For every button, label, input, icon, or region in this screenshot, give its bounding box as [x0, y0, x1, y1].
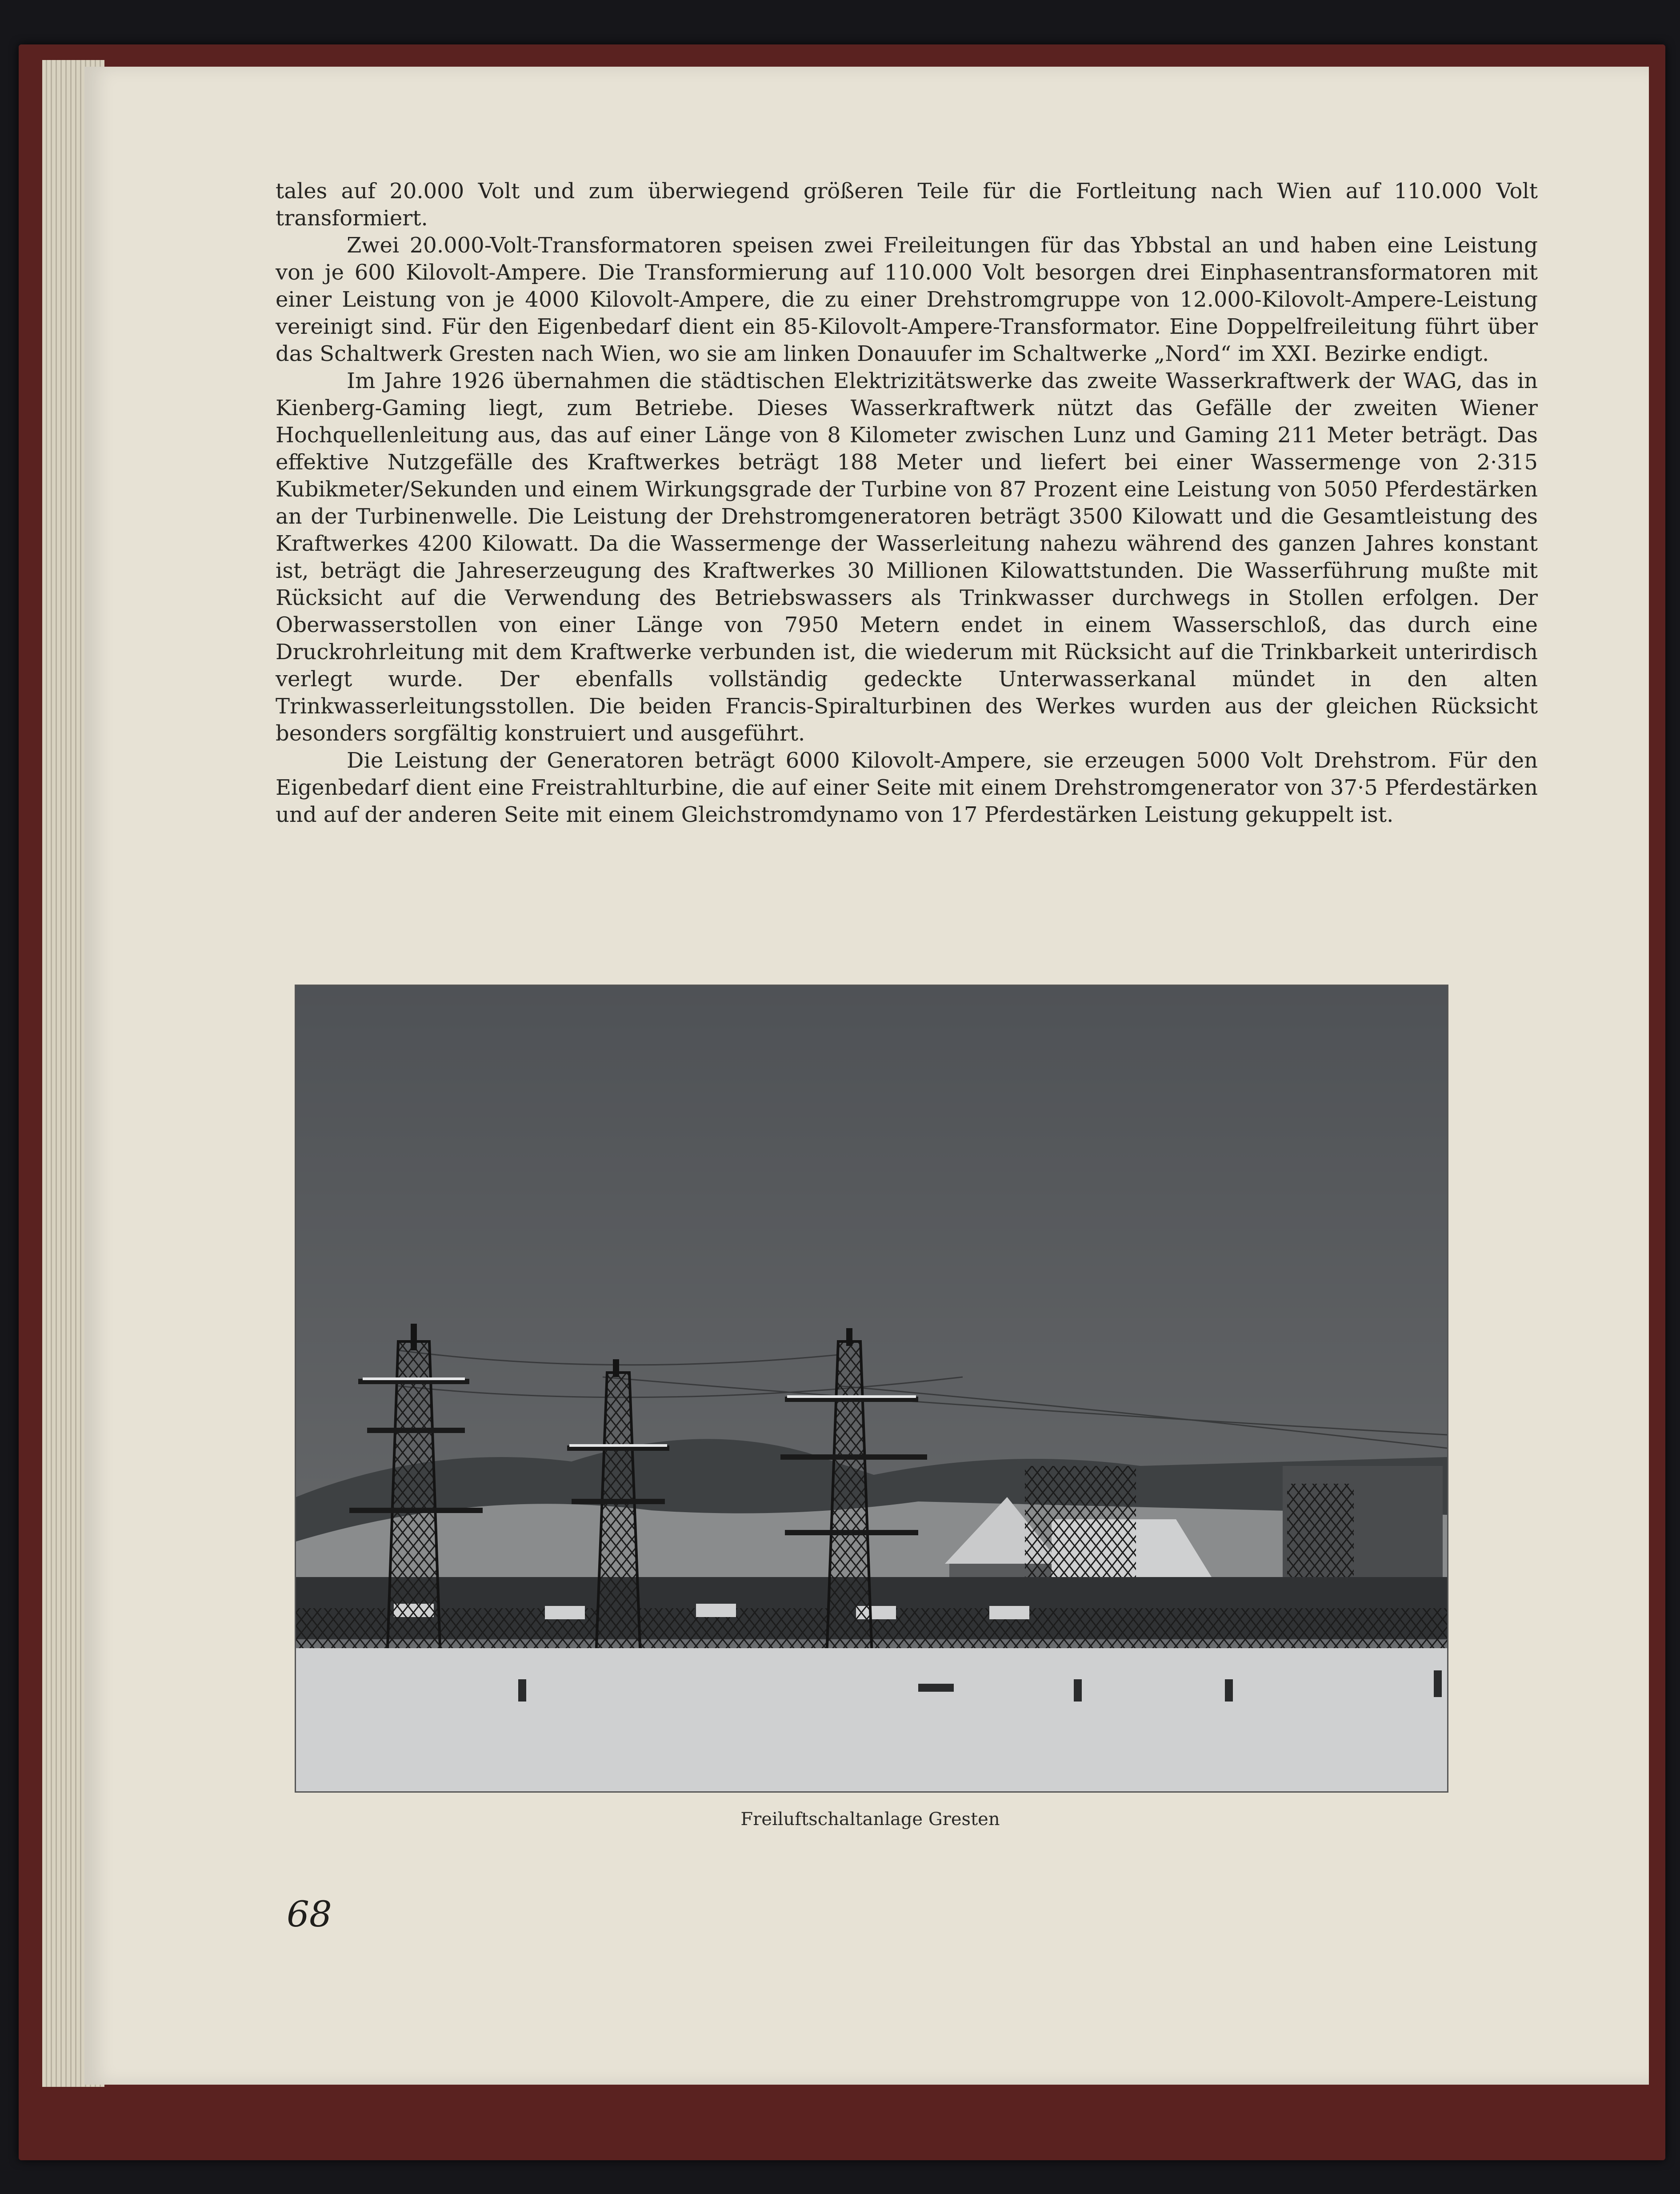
- photo-switchyard: [295, 985, 1448, 1793]
- figure-caption: Freiluftschaltanlage Gresten: [740, 1809, 1000, 1830]
- body-text: [276, 178, 1538, 829]
- paragraph-2: Zwei 20.000-Volt-Transformatoren speisen zwei Freileitungen für das Ybbstal an und haben eine Leistung von je 600 Kilovolt-Ampere. Die Transformierung auf 110.000 Volt besorgen drei Einphasentransformatoren mit einer Leistung von je 4000 Kilovolt-Ampere, die zu einer Drehstromgruppe von 12.000-Kilovolt-Ampere-Leistung vereinigt sind. Für den Eigenbedarf dient ein 85-Kilovolt-Ampere-Transformator. Eine Doppelfreileitung führt über das Schaltwerk Gresten nach Wien, wo sie am linken Donauufer im Schaltwerke „Nord“ im XXI. Bezirke endigt.: [276, 233, 1538, 366]
- paragraph-1: tales auf 20.000 Volt und zum überwiegend größeren Teile für die Fortleitung nach Wien auf 110.000 Volt transformiert.: [276, 179, 1538, 231]
- page-number: 68: [287, 1894, 332, 1935]
- paragraph-3: Im Jahre 1926 übernahmen die städtischen Elektrizitätswerke das zweite Wasserkraftwerk der WAG, das in Kienberg-Gaming liegt, zum Betriebe. Dieses Wasserkraftwerk nützt das Gefälle der zweiten Wiener Hochquellenleitung aus, das auf einer Länge von 8 Kilometer zwischen Lunz und Gaming 211 Meter beträgt. Das effektive Nutzgefälle des Kraftwerkes beträgt 188 Meter und liefert bei einer Wassermenge von 2·315 Kubikmeter/Sekunden und einem Wirkungsgrade der Turbine von 87 Prozent eine Leistung von 5050 Pferdestärken an der Turbinenwelle. Die Leistung der Drehstromgeneratoren beträgt 3500 Kilowatt und die Gesamtleistung des Kraftwerkes 4200 Kilowatt. Da die Wassermenge der Wasserleitung nahezu während des ganzen Jahres konstant ist, beträgt die Jahreserzeugung des Kraftwerkes 30 Millionen Kilowattstunden. Die Wasserführung mußte mit Rücksicht auf die Verwendung des Betriebswassers als Trinkwasser durchwegs in Stollen erfolgen. Der Oberwasserstollen von einer Länge von 7950 Metern endet in einem Wasserschloß, das durch eine Druckrohrleitung mit dem Kraftwerke verbunden ist, die wiederum mit Rücksicht auf die Trinkbarkeit unterirdisch verlegt wurde. Der ebenfalls vollständig gedeckte Unterwasserkanal mündet in den alten Trinkwasserleitungsstollen. Die beiden Francis-Spiralturbinen des Werkes wurden aus der gleichen Rücksicht besonders sorgfältig konstruiert und ausgeführt.: [276, 368, 1538, 746]
- paragraph-4: Die Leistung der Generatoren beträgt 6000 Kilovolt-Ampere, sie erzeugen 5000 Volt Drehstrom. Für den Eigenbedarf dient eine Freistrahlturbine, die auf einer Seite mit einem Drehstromgenerator von 37·5 Pferdestärken und auf der anderen Seite mit einem Gleichstromdynamo von 17 Pferdestärken Leistung gekuppelt ist.: [276, 748, 1538, 827]
